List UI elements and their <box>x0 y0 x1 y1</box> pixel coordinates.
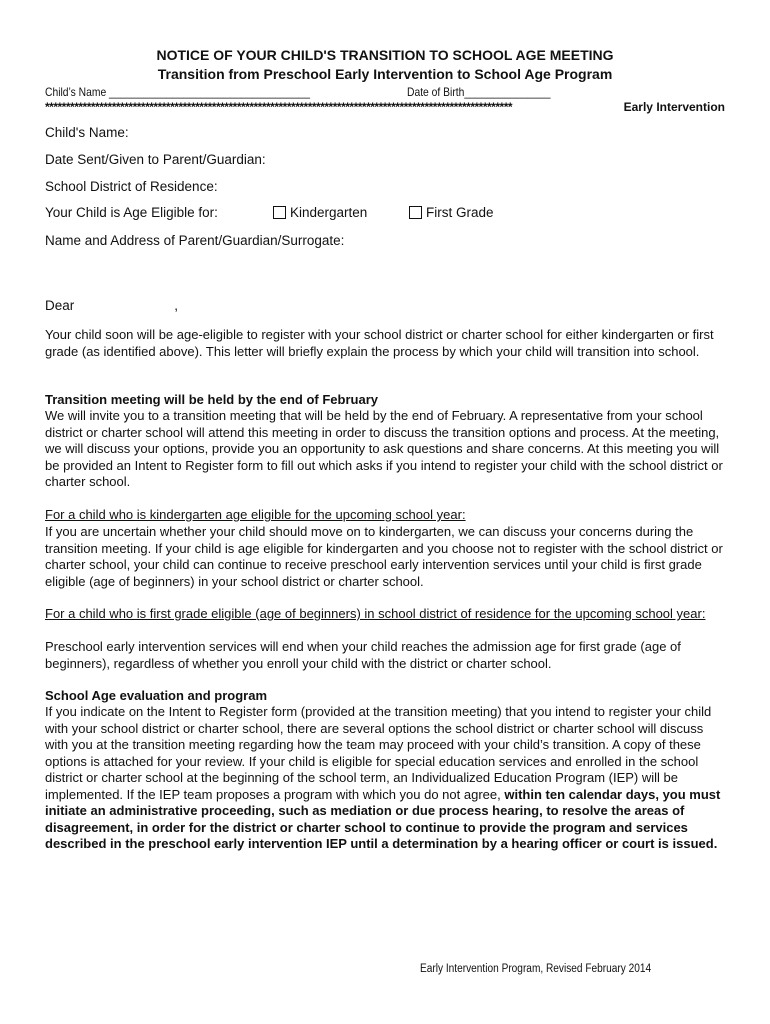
date-sent-field: Date Sent/Given to Parent/Guardian: <box>45 152 266 167</box>
age-eligible-field: Your Child is Age Eligible for: <box>45 205 218 220</box>
section-heading-school-age: School Age evaluation and program <box>45 688 267 703</box>
intro-paragraph: Your child soon will be age-eligible to register with your school district or charter school for either kindergarten or first grade (as identified above). This letter will briefly explain the process by which your child will transition into school. <box>45 327 714 359</box>
document-subtitle: Transition from Preschool Early Intervention to School Age Program <box>157 66 613 82</box>
salutation <box>45 298 178 313</box>
document-title: NOTICE OF YOUR CHILD'S TRANSITION TO SCHOOL AGE MEETING <box>156 47 614 63</box>
section-body-first-grade: Preschool early intervention services will end when your child reaches the admission age for first grade (age of beginners), regardless of whether you enroll your child with the district or charter school. <box>45 639 681 671</box>
section-body-kindergarten: If you are uncertain whether your child should move on to kindergarten, we can discuss your concerns during the transition meeting. If your child is age eligible for kindergarten and you choose not to register with the school district or charter school, your child can continue to receive preschool early intervention services until your child is first grade eligible (age of beginners) in your school district or charter school. <box>45 524 723 589</box>
section-body-school-age <box>45 704 725 853</box>
salutation-dear: Dear <box>45 298 75 313</box>
separator-line <box>45 100 725 114</box>
program-label: Early Intervention <box>623 100 725 114</box>
parent-address-field: Name and Address of Parent/Guardian/Surrogate: <box>45 233 345 248</box>
childs-name-field: Child's Name: <box>45 125 129 140</box>
kindergarten-label: Kindergarten <box>290 205 368 220</box>
date-of-birth-line: Date of Birth_______________ <box>407 85 551 99</box>
kindergarten-option[interactable] <box>273 205 367 220</box>
childs-name-line: Child’s Name ___________________________________ <box>45 85 310 99</box>
first-grade-option[interactable] <box>409 205 494 220</box>
section-body-transition-meeting: We will invite you to a transition meeting that will be held by the end of February. A representative from your school district or charter school will attend this meeting in order to discuss the transition options and process. At the meeting, we will discuss your options, provide you an opportunity to ask questions and share concerns. At this meeting you will be provided an Intent to Register form to fill out which asks if you intend to register your child with the school district or charter school. <box>45 408 723 489</box>
school-age-bold-text: within ten calendar days, you must initiate an administrative proceeding, such as mediation or due process hearing, to resolve the areas of disagreement, in order for the district or charter school to continue to provide the program and services described in the preschool early intervention IEP until a determination by a hearing officer or court is issued. <box>45 786 721 851</box>
first-grade-label: First Grade <box>426 205 494 220</box>
section-heading-transition-meeting: Transition meeting will be held by the end of February <box>45 392 378 407</box>
school-age-text: If you indicate on the Intent to Register form (provided at the transition meeting) that you intend to register your child with your school district or charter school, there are several options the school district or charter school will discuss with you at the transition meeting regarding how the team may proceed with your child’s transition. A copy of these options is attached for your review. If your child is eligible for special education services and enrolled in the school district or charter school at the beginning of the school term, an Individualized Education Program (IEP) will be implemented. If the IEP team proposes a program with which you do not agree, <box>45 704 712 802</box>
section-heading-first-grade: For a child who is first grade eligible (age of beginners) in school district of residence for the upcoming school year: <box>45 606 706 621</box>
school-district-field: School District of Residence: <box>45 179 218 194</box>
salutation-comma: , <box>174 298 179 313</box>
first-grade-checkbox[interactable] <box>409 206 422 219</box>
asterisk-separator: **************************************************************************************************************** <box>45 100 513 114</box>
section-heading-kindergarten: For a child who is kindergarten age eligible for the upcoming school year: <box>45 507 466 522</box>
kindergarten-checkbox[interactable] <box>273 206 286 219</box>
footer-note: Early Intervention Program, Revised February 2014 <box>420 963 652 975</box>
